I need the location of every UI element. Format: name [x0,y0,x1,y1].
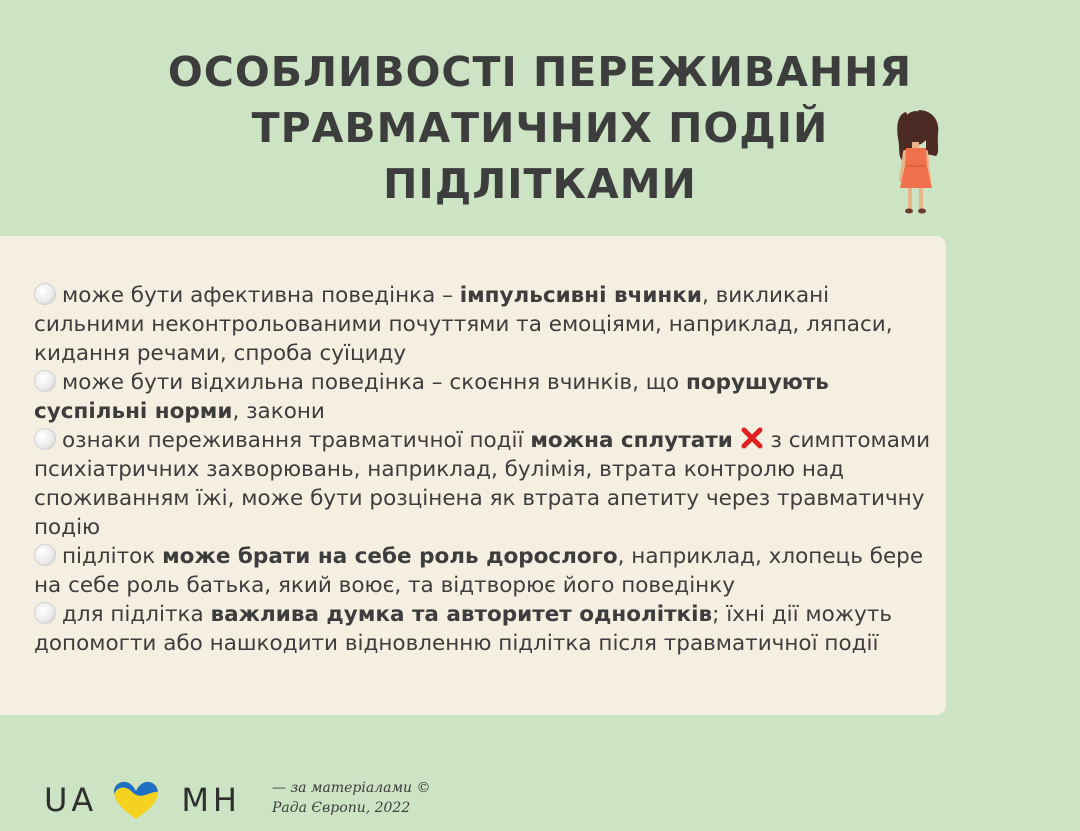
list-item [34,281,934,368]
white-circle-icon [34,370,56,392]
list-item [34,368,934,426]
list-item [34,426,934,542]
item-bold-text: можна сплутати [530,428,733,453]
item-bold-text: може брати на себе роль дорослого [162,544,618,569]
credit-line-1: — за матеріалами © [272,780,431,796]
title-line-2: ТРАВМАТИЧНИХ ПОДІЙ [251,104,829,152]
item-text: може бути відхильна поведінка – скоєння вчинків, що [62,370,686,395]
item-text: , викликані сильними неконтрольованими почуттями та емоціями, наприклад, ляпаси, кидання речами, спроба суїциду [34,283,893,366]
logo-text-right: MH [181,781,241,819]
credit-line-2: Рада Європи, 2022 [272,800,411,816]
teen-girl-illustration [892,108,944,216]
item-text: , закони [232,399,325,424]
item-text: може бути афективна поведінка – [62,283,460,308]
logo-text-left: UA [44,781,98,819]
white-circle-icon [34,544,56,566]
white-circle-icon [34,602,56,624]
source-credit [272,778,431,818]
white-circle-icon [34,428,56,450]
uamh-logo [44,778,241,822]
title-line-1: ОСОБЛИВОСТІ ПЕРЕЖИВАННЯ [167,48,913,96]
item-bold-text: важлива думка та авторитет однолітків [210,602,713,627]
list-item [34,600,934,658]
title-line-3: ПІДЛІТКАМИ [383,160,697,208]
item-text: ; їхні дії можуть допомогти або нашкодити відновленню підлітка після травматичної події [34,602,893,656]
item-bold-text: імпульсивні вчинки [459,283,702,308]
content-list [34,281,934,658]
item-text: , наприклад, хлопець бере на себе роль батька, який воює, та відтворює його поведінку [34,544,924,598]
white-circle-icon [34,283,56,305]
item-text: з симптомами психіатричних захворювань, наприклад, булімія, втрата контролю над споживанням їжі, може бути розцінена як втрата апетиту через травматичну подію [34,428,931,540]
item-text: підліток [62,544,163,569]
red-cross-mark-icon [740,426,764,450]
item-text: ознаки переживання травматичної події [62,428,531,453]
list-item [34,542,934,600]
item-bold-text: порушують суспільні норми [34,370,829,424]
item-text: для підлітка [62,602,211,627]
blue-yellow-heart-icon [111,779,161,821]
